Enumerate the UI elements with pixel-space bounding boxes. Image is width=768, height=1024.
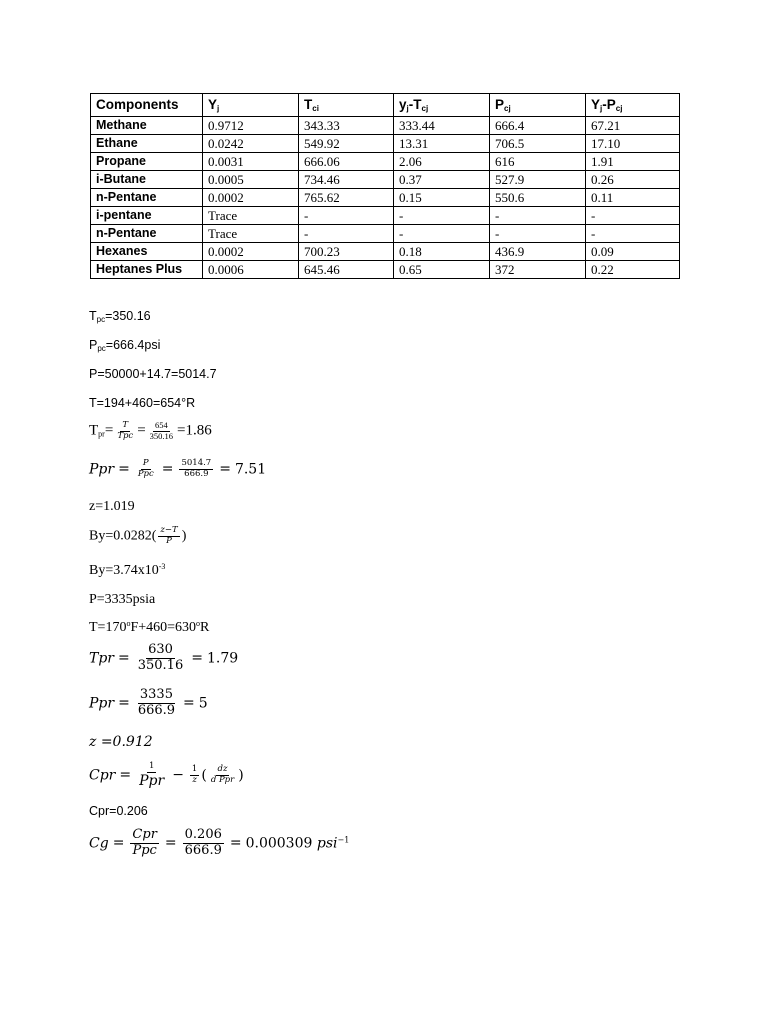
ppc-line: $P_{pc}=666.4psi$ — [89, 338, 161, 353]
cell-yj-tcj: 0.65 — [394, 261, 490, 279]
cell-yj: 0.9712 — [203, 117, 299, 135]
cell-yj: 0.0005 — [203, 171, 299, 189]
cell-yj: 0.0031 — [203, 153, 299, 171]
cell-component: Heptanes Plus — [91, 261, 203, 279]
cell-yj-pcj: 17.10 — [586, 135, 680, 153]
table-row — [91, 243, 680, 261]
cell-yj: 0.0006 — [203, 261, 299, 279]
cell-tci: 734.46 — [299, 171, 394, 189]
header-yj-tcj: $y_j-T_{cj}$ — [394, 94, 490, 117]
table-row — [91, 171, 680, 189]
cell-yj: Trace — [203, 207, 299, 225]
bg-result: $By=3.74x10^{-3}$ — [89, 562, 166, 578]
cell-pcj: 550.6 — [490, 189, 586, 207]
components-table — [90, 93, 680, 279]
table-row — [91, 153, 680, 171]
table-row — [91, 117, 680, 135]
header-pcj: $P_{cj}$ — [490, 94, 586, 117]
header-yj-pcj: $Y_j-P_{cj}$ — [586, 94, 680, 117]
cell-yj-pcj: 67.21 — [586, 117, 680, 135]
cell-pcj: - — [490, 225, 586, 243]
cell-component: n-Pentane — [91, 189, 203, 207]
cell-tci: 765.62 — [299, 189, 394, 207]
cell-yj-pcj: 0.09 — [586, 243, 680, 261]
tpr-equation-2: Tpr = $\frac{630}{350.16}$ = 1.79 — [89, 642, 239, 673]
cpr-result: Cpr=0.206 — [89, 804, 148, 818]
cell-yj-tcj: 0.18 — [394, 243, 490, 261]
z-factor-line-2: z =0.912 — [89, 734, 153, 750]
z-factor-line-1: z=1.019 — [89, 499, 135, 514]
header-tci: $T_{ci}$ — [299, 94, 394, 117]
table-row — [91, 225, 680, 243]
cell-pcj: - — [490, 207, 586, 225]
cell-yj-tcj: - — [394, 207, 490, 225]
temperature-line-2: $T=170^oF+460=630^oR$ — [89, 619, 210, 635]
cell-component: n-Pentane — [91, 225, 203, 243]
header-components: Components — [91, 94, 203, 117]
cell-yj: 0.0242 — [203, 135, 299, 153]
cell-tci: - — [299, 225, 394, 243]
cell-pcj: 616 — [490, 153, 586, 171]
bg-equation: By=0.0282( $\frac{z-T}{P}$ ) — [89, 525, 187, 546]
cell-yj-pcj: 1.91 — [586, 153, 680, 171]
cell-tci: 343.33 — [299, 117, 394, 135]
tpc-line: $T_{pc}=350.16$ — [89, 309, 151, 324]
cell-yj-pcj: 0.11 — [586, 189, 680, 207]
tpr-equation-1: $T_{pr}=$ $\frac{T}{\text{Tpc}}$ = $\frac{654}{350.16}$ =1.86 — [89, 420, 212, 441]
cell-component: Ethane — [91, 135, 203, 153]
cell-yj: 0.0002 — [203, 189, 299, 207]
cell-yj-tcj: 13.31 — [394, 135, 490, 153]
cell-tci: 666.06 — [299, 153, 394, 171]
ppr-equation-2: Ppr = $\frac{3335}{666.9}$ = 5 — [89, 687, 208, 718]
cell-yj: Trace — [203, 225, 299, 243]
cell-yj-tcj: 0.37 — [394, 171, 490, 189]
cell-component: Propane — [91, 153, 203, 171]
temperature-line-1: T=194+460=654°R — [89, 396, 196, 410]
cell-yj-tcj: 0.15 — [394, 189, 490, 207]
cell-yj-pcj: - — [586, 225, 680, 243]
cell-tci: 700.23 — [299, 243, 394, 261]
cell-yj: 0.0002 — [203, 243, 299, 261]
table-header-row — [91, 94, 680, 117]
cell-yj-tcj: 2.06 — [394, 153, 490, 171]
cell-component: Hexanes — [91, 243, 203, 261]
cell-tci: 645.46 — [299, 261, 394, 279]
table-row — [91, 207, 680, 225]
cell-yj-pcj: 0.22 — [586, 261, 680, 279]
cpr-equation: Cpr = $\frac{1}{\text{Ppr}}$ − $\frac{1}{z}$ ( $\frac{dz}{\text{d Ppr}}$ ) — [89, 761, 244, 789]
cell-pcj: 666.4 — [490, 117, 586, 135]
cell-yj-tcj: 333.44 — [394, 117, 490, 135]
cell-yj-pcj: 0.26 — [586, 171, 680, 189]
table-row — [91, 261, 680, 279]
pressure-line-1: P=50000+14.7=5014.7 — [89, 367, 217, 381]
cell-pcj: 706.5 — [490, 135, 586, 153]
cg-equation: Cg = $\frac{\text{Cpr}}{\text{Ppc}}$ = $\frac{0.206}{666.9}$ = 0.000309 psi$^{-1}$ — [89, 827, 350, 858]
cell-tci: - — [299, 207, 394, 225]
header-yj: $Y_j$ — [203, 94, 299, 117]
table-row — [91, 189, 680, 207]
cell-component: i-Butane — [91, 171, 203, 189]
cell-yj-pcj: - — [586, 207, 680, 225]
cell-pcj: 372 — [490, 261, 586, 279]
pressure-line-2: P=3335psia — [89, 592, 156, 607]
cell-component: i-pentane — [91, 207, 203, 225]
cell-tci: 549.92 — [299, 135, 394, 153]
table-row — [91, 135, 680, 153]
cell-pcj: 436.9 — [490, 243, 586, 261]
ppr-equation-1: Ppr = $\frac{P}{\text{Ppc}}$ = $\frac{5014.7}{666.9}$ = 7.51 — [89, 458, 267, 479]
cell-pcj: 527.9 — [490, 171, 586, 189]
cell-component: Methane — [91, 117, 203, 135]
cell-yj-tcj: - — [394, 225, 490, 243]
